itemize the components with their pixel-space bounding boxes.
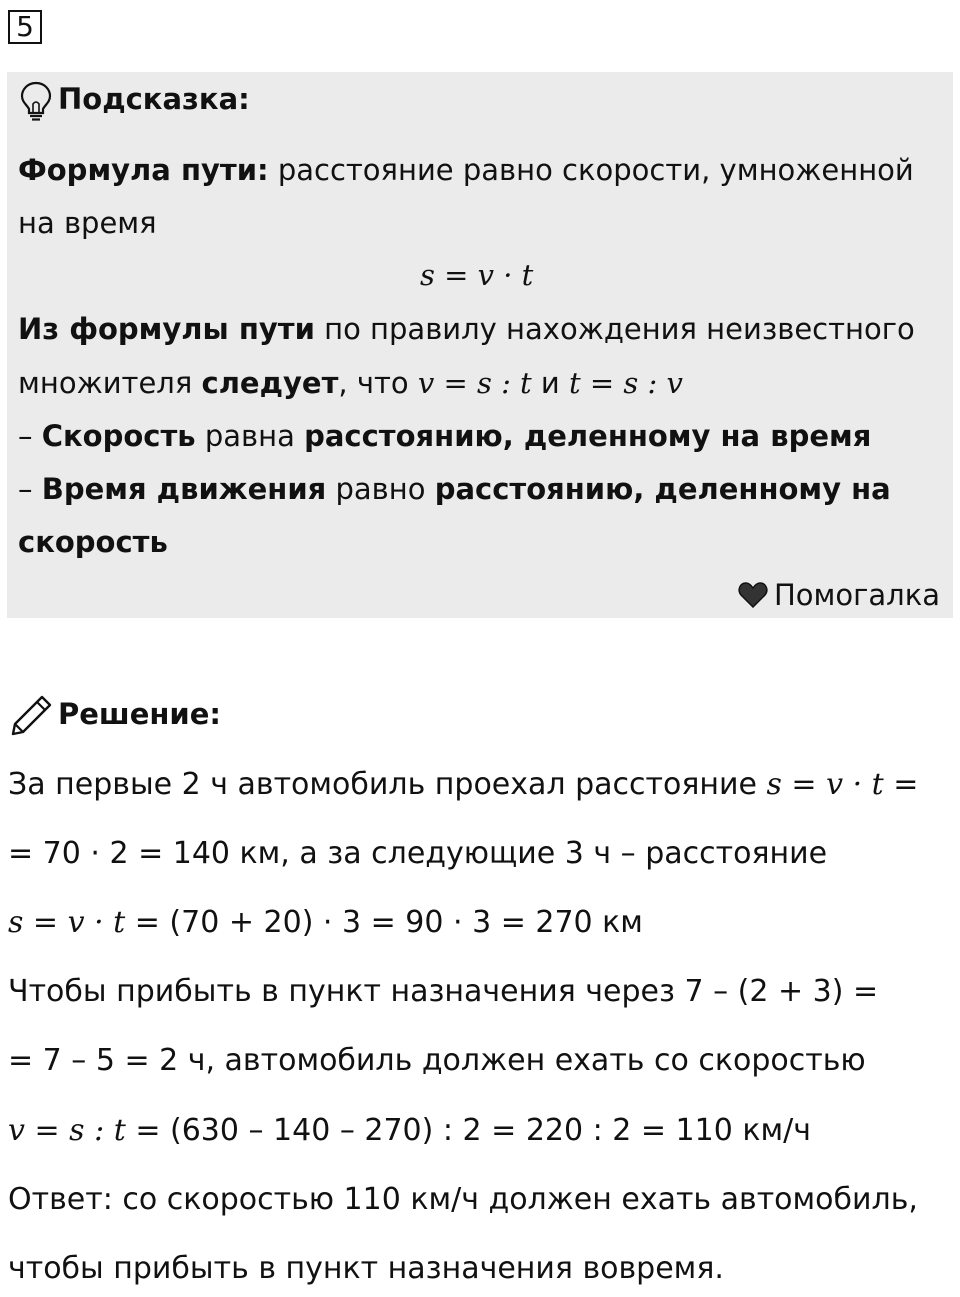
hint-bold: Из формулы пути [18, 312, 315, 346]
hint-line-6 [18, 472, 891, 506]
hint-line-4 [18, 366, 683, 400]
hint-line-1 [18, 153, 914, 187]
formula-distance: s = v · t [8, 905, 126, 940]
heart-icon [738, 582, 768, 608]
hint-bold: следует [201, 366, 339, 400]
hint-line-3 [18, 312, 915, 346]
hint-text: равна [195, 419, 305, 453]
hint-bold: Время движения [41, 472, 327, 506]
hint-formula: s = v · t [420, 258, 534, 292]
solution-line-6 [8, 1113, 811, 1148]
task-number: 5 [8, 10, 42, 44]
solution-line-5: = 7 – 5 = 2 ч, автомобиль должен ехать со скоростью [8, 1043, 866, 1078]
hint-line-5 [18, 419, 871, 453]
hint-bold: Скорость [41, 419, 196, 453]
formula-velocity: v = s : t [8, 1113, 126, 1148]
answer-line-2: чтобы прибыть в пункт назначения вовремя. [8, 1251, 724, 1286]
hint-line-2: на время [18, 206, 157, 240]
hint-title: Подсказка: [58, 82, 250, 116]
hint-text: и [531, 366, 570, 400]
hint-text: множителя [18, 366, 202, 400]
hint-dash: – [18, 419, 42, 453]
solution-text: За первые 2 ч автомобиль проехал расстояние [8, 767, 767, 802]
solution-line-3 [8, 905, 643, 940]
credit-label: Помогалка [774, 578, 940, 612]
solution-line-2: = 70 · 2 = 140 км, а за следующие 3 ч – расстояние [8, 836, 828, 871]
lightbulb-icon [18, 80, 54, 122]
hint-text: равно [326, 472, 435, 506]
hint-dash: – [18, 472, 42, 506]
hint-bold: расстоянию, деленному на [434, 472, 891, 506]
hint-bold: расстоянию, деленному на время [304, 419, 872, 453]
solution-line-4: Чтобы прибыть в пункт назначения через 7 – (2 + 3) = [8, 974, 879, 1009]
hint-text: расстояние равно скорости, умноженной [268, 153, 914, 187]
hint-text: , что [338, 366, 418, 400]
formula-term: Формула пути: [18, 153, 269, 187]
formula-time: t = s : v [569, 366, 683, 400]
answer-line-1: Ответ: со скоростью 110 км/ч должен ехать автомобиль, [8, 1182, 918, 1217]
hint-line-7: скорость [18, 525, 168, 559]
solution-text: = (630 – 140 – 270) : 2 = 220 : 2 = 110 км/ч [125, 1113, 811, 1148]
pencil-icon [8, 693, 54, 739]
hint-text: по правилу нахождения неизвестного [314, 312, 915, 346]
credit [738, 578, 940, 612]
formula-distance: s = v · t [766, 767, 884, 802]
solution-text: = (70 + 20) · 3 = 90 · 3 = 270 км [125, 905, 643, 940]
solution-line-1 [8, 767, 918, 802]
solution-text: = [883, 767, 919, 802]
formula-velocity: v = s : t [417, 366, 532, 400]
solution-title: Решение: [58, 697, 222, 731]
